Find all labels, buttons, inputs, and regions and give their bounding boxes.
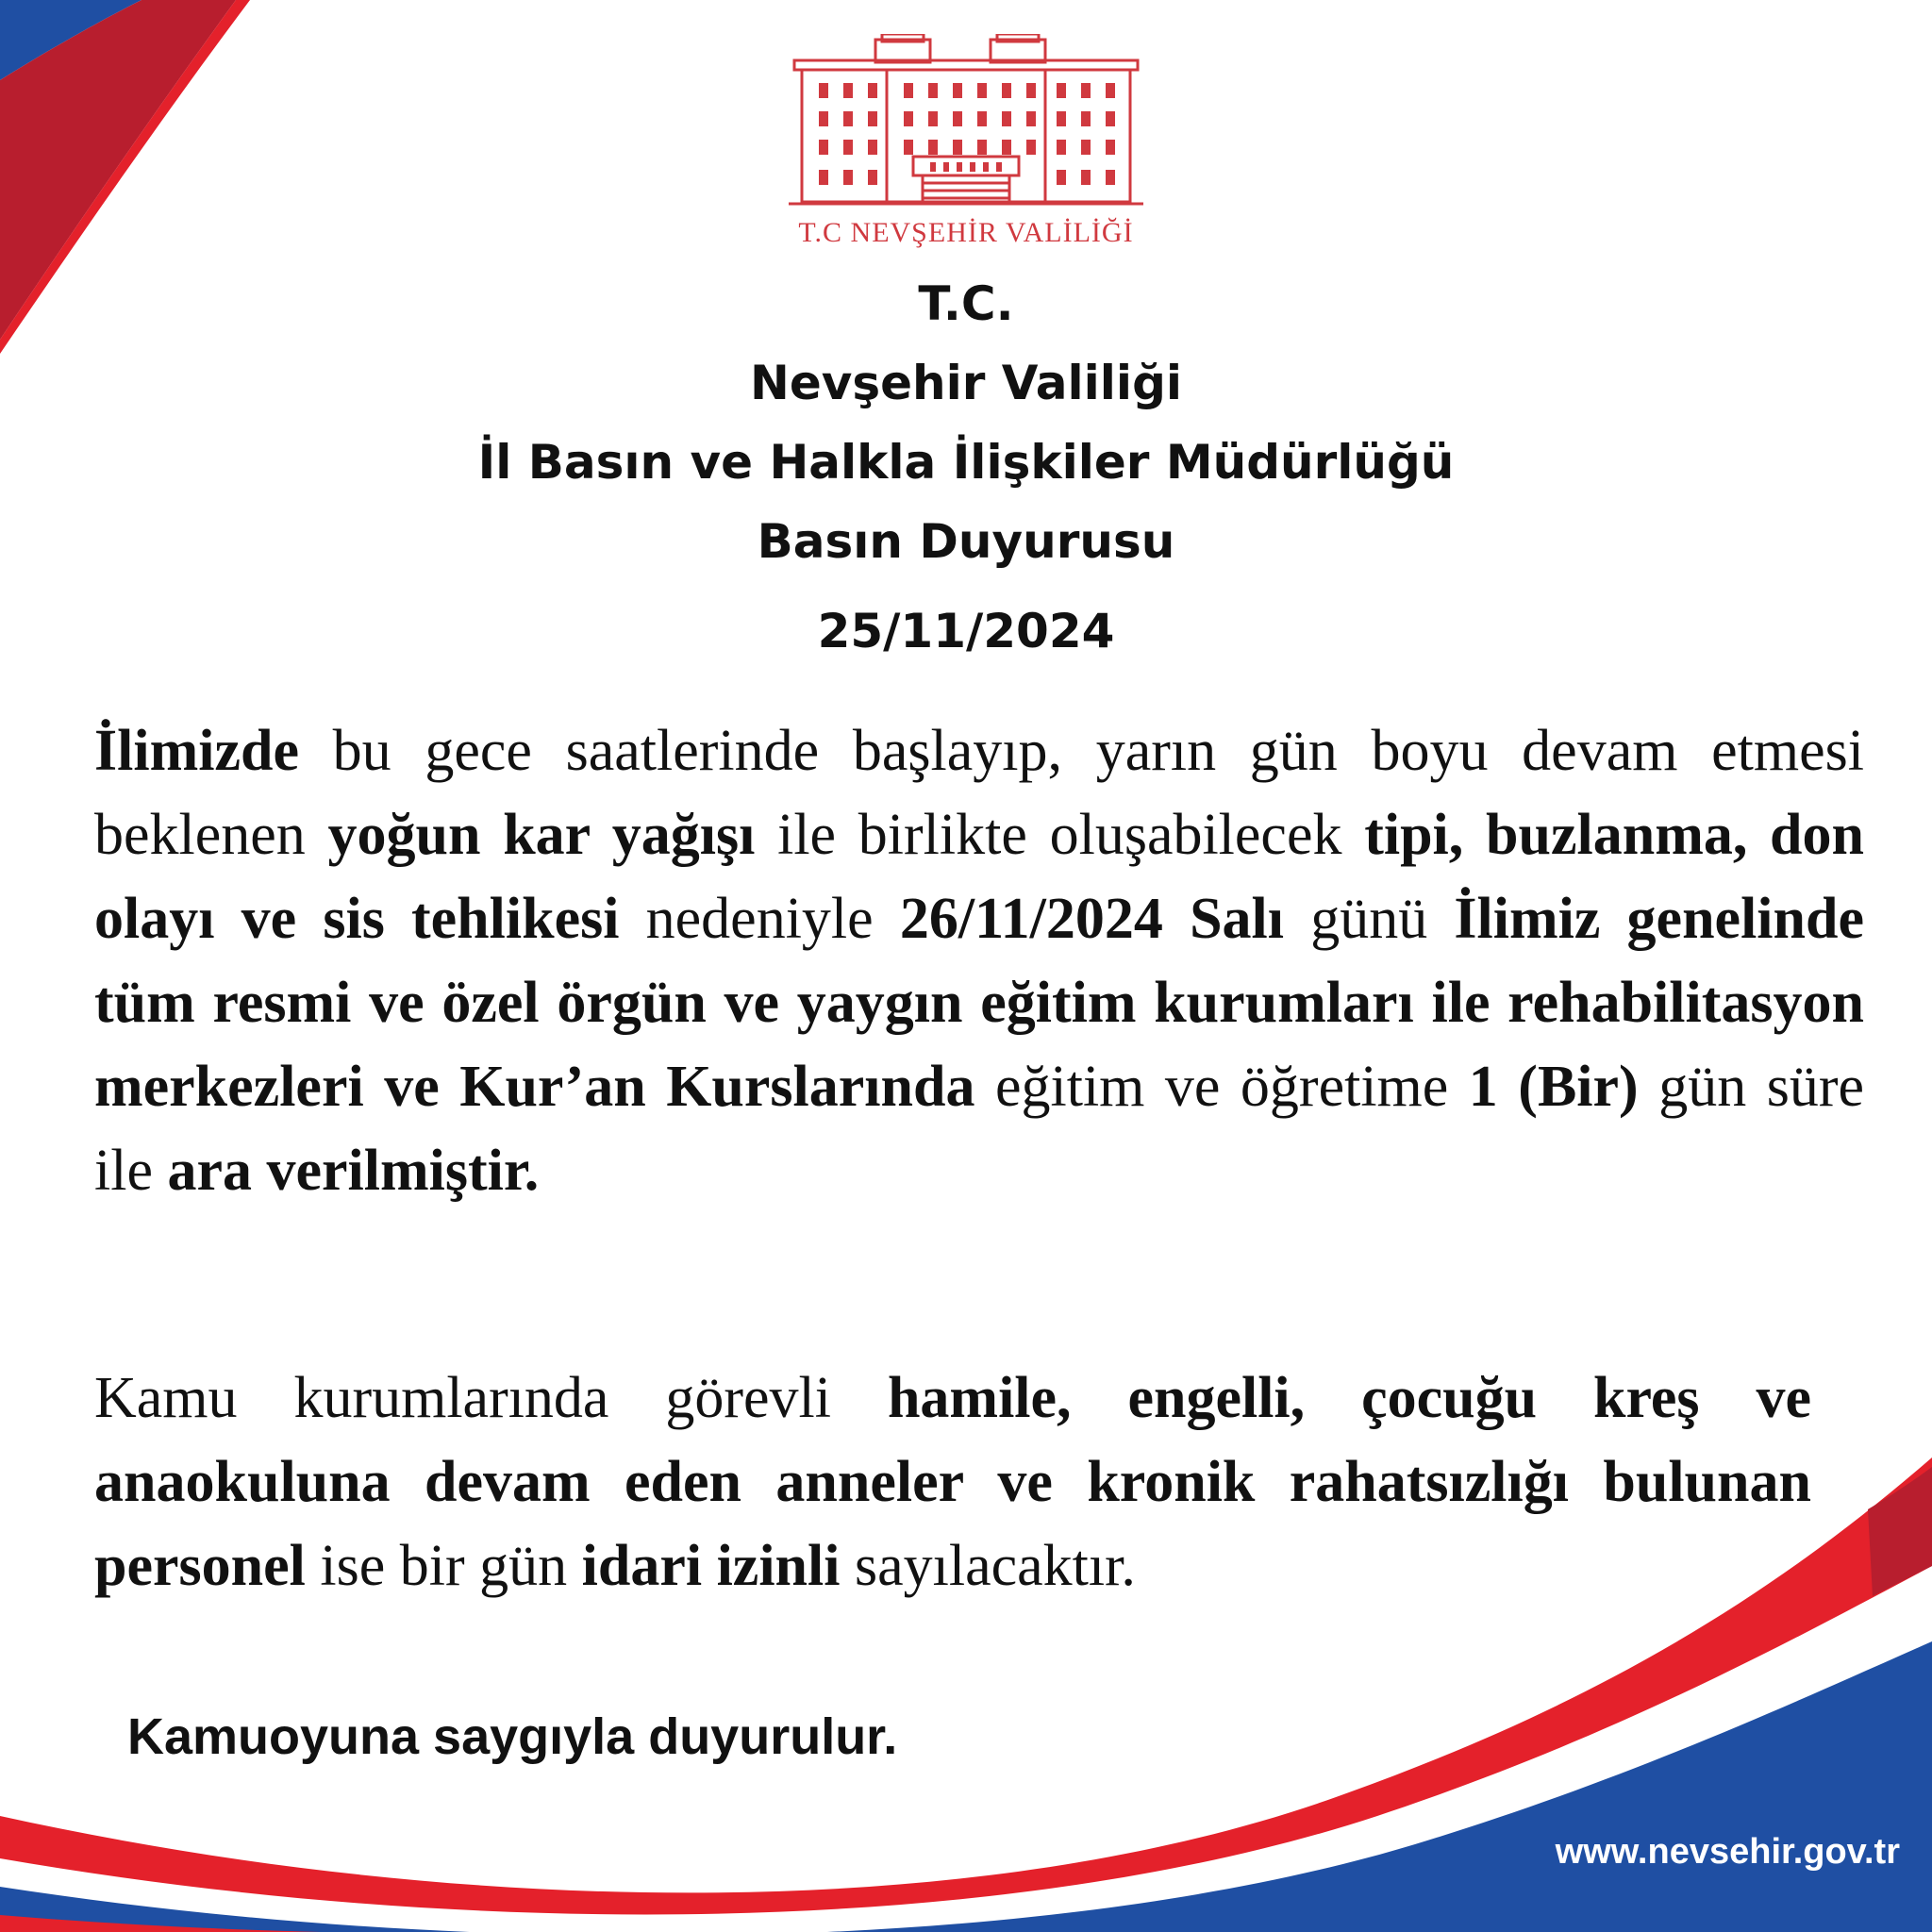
closing-statement: Kamuoyuna saygıyla duyurulur. (127, 1708, 898, 1765)
p1-seg: nedeniyle (619, 887, 900, 951)
governorship-logo (789, 34, 1143, 249)
p1-seg: tipi, buzlanma, don olayı ve sis tehlikesi (94, 803, 1865, 951)
p1-seg: yoğun kar yağışı (327, 803, 756, 867)
header-line-governorship: Nevşehir Valiliği (749, 356, 1182, 410)
header-line-directorate: İl Basın ve Halkla İlişkiler Müdürlüğü (477, 435, 1455, 490)
p2-seg: hamile, engelli, çocuğu kreş ve anaokuluna devam eden anneler ve kronik rahatsızlığı bulunan personel (94, 1366, 1811, 1598)
header-line-tc: T.C. (918, 276, 1014, 331)
p2-seg: idari izinli (581, 1534, 841, 1598)
p1-seg: İlimiz genelinde tüm resmi ve özel örgün ve yaygın eğitim kurumları ile rehabilitasyon merkezleri ve Kur’an Kurslarında (94, 887, 1864, 1119)
p1-seg: ara verilmiştir. (167, 1139, 540, 1203)
governorship-building-icon (789, 34, 1143, 209)
p1-seg: 26/11/2024 Salı (899, 887, 1285, 951)
p2-seg: ise bir gün (305, 1534, 582, 1598)
logo-text: T.C NEVŞEHİR VALİLİĞİ (798, 217, 1134, 248)
website-link[interactable]: www.nevsehir.gov.tr (1555, 1832, 1900, 1872)
announcement-header (0, 264, 1932, 581)
p1-seg: İlimizde (94, 719, 299, 783)
paragraph-administrative-leave (94, 1357, 1811, 1608)
p2-seg: sayılacaktır. (840, 1534, 1136, 1598)
p1-seg: ile birlikte oluşabilecek (755, 803, 1365, 867)
paragraph-school-closure (94, 709, 1864, 1213)
p1-seg: 1 (Bir) (1468, 1055, 1639, 1119)
p1-seg: eğitim ve öğretime (974, 1055, 1469, 1119)
header-line-press-release: Basın Duyurusu (757, 514, 1175, 569)
p1-seg: günü (1284, 887, 1455, 951)
p1-seg: bu gece saatlerinde başlayıp, yarın gün boyu devam etmesi beklenen (94, 719, 1864, 867)
announcement-date: 25/11/2024 (817, 604, 1115, 658)
p2-seg: Kamu kurumlarında görevli (94, 1366, 888, 1430)
p1-seg: gün süre ile (94, 1055, 1865, 1203)
